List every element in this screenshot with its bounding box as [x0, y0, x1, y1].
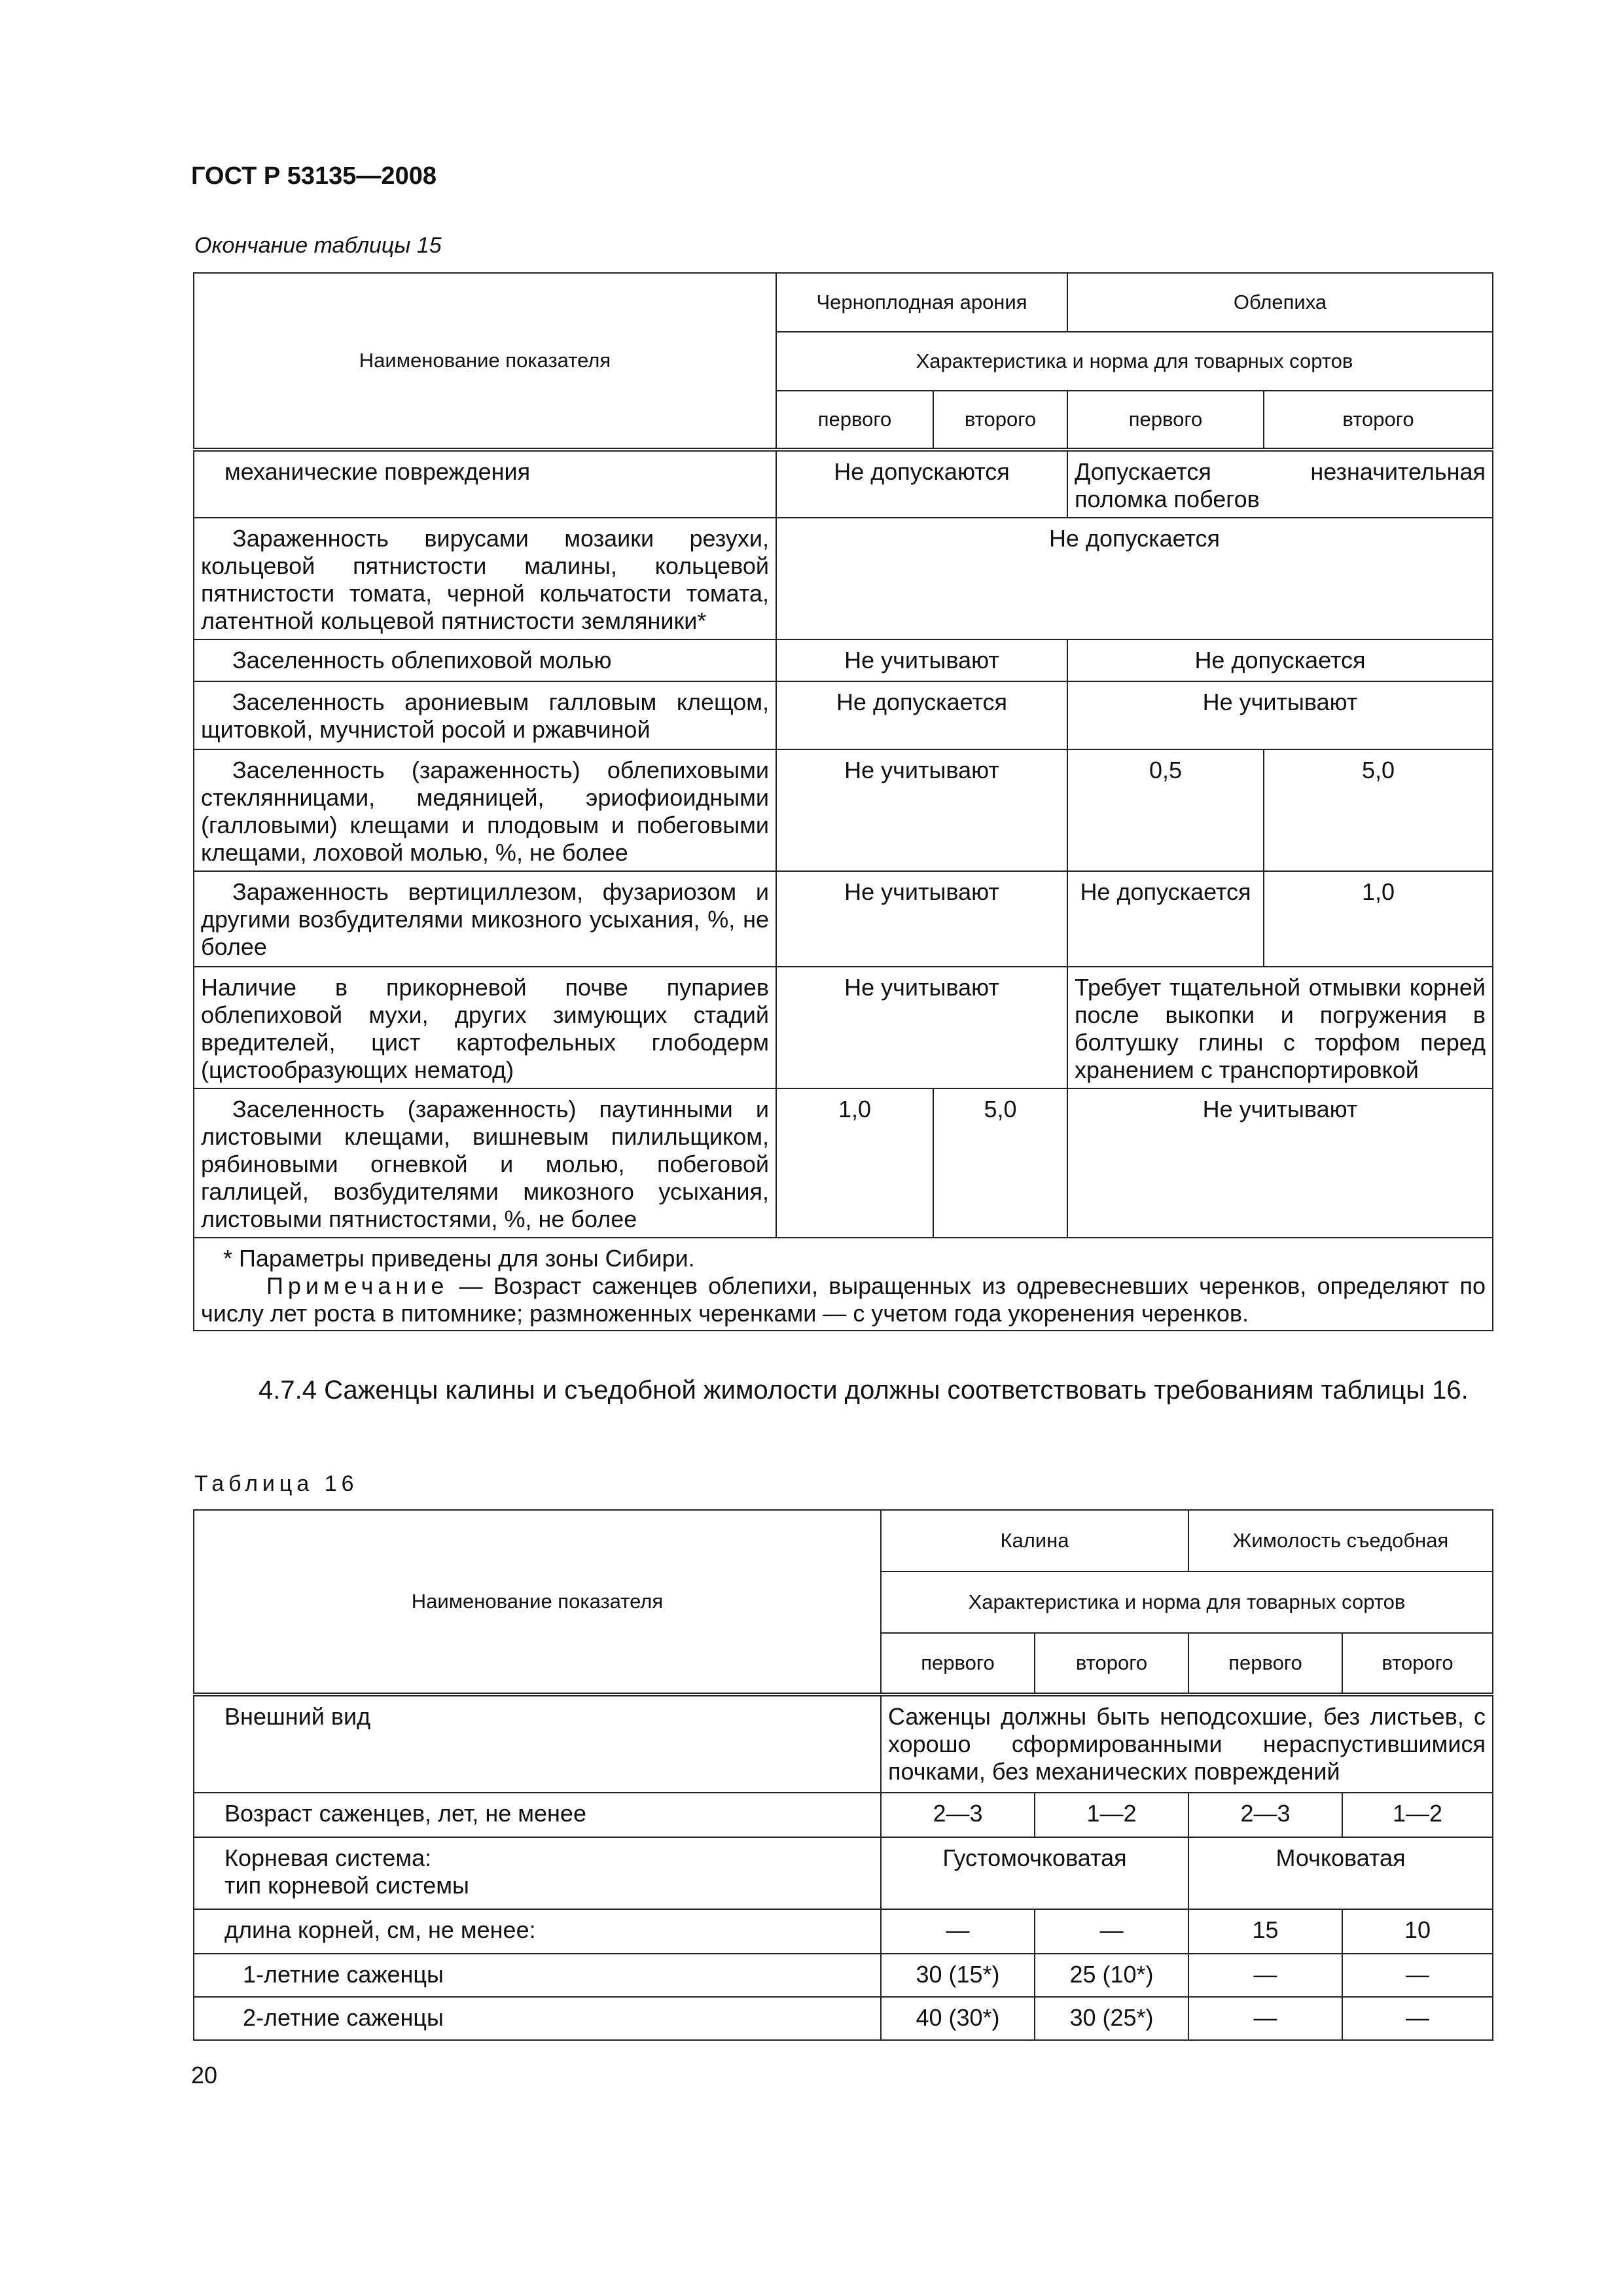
table16-header-grade: первого — [881, 1633, 1035, 1695]
section-paragraph: 4.7.4 Саженцы калины и съедобной жимолости должны соответствовать требованиям таблицы 16. — [259, 1376, 1469, 1405]
table-row — [194, 1837, 1493, 1909]
table15-footnote: * Параметры приведены для зоны Сибири. — [223, 1245, 695, 1272]
table15-header-grade: первого — [1067, 391, 1264, 450]
table16-header-norm: Характеристика и норма для товарных сортов — [881, 1571, 1493, 1633]
indicator-name: Наличие в прикорневой почве пупариев облепиховой мухи, других зимующих стадий вредителей, цист картофельных глободерм (цистообразующих нематод) — [194, 967, 776, 1088]
table16-header-grade: второго — [1342, 1633, 1493, 1695]
table15-header-norm: Характеристика и норма для товарных сортов — [776, 332, 1493, 391]
one-year-value: — — [1342, 1954, 1493, 1997]
table16-header-indicator: Наименование показателя — [194, 1510, 881, 1695]
one-year-value: — — [1188, 1954, 1342, 1997]
table-row — [194, 518, 1493, 639]
table-row — [194, 1695, 1493, 1793]
aronia-value: Не учитывают — [776, 639, 1067, 681]
length-value: 10 — [1342, 1909, 1493, 1954]
table-row — [194, 749, 1493, 871]
sea-buckthorn-second-value: 5,0 — [1264, 749, 1493, 871]
sea-buckthorn-value: Не допускается — [1067, 639, 1493, 681]
length-value: 15 — [1188, 1909, 1342, 1954]
table-row — [194, 681, 1493, 749]
aronia-value: Не допускается — [776, 681, 1067, 749]
table15-header-grade: второго — [933, 391, 1067, 450]
table15-header-grade: первого — [776, 391, 933, 450]
table16-header-honeysuckle: Жимолость съедобная — [1188, 1510, 1493, 1571]
table-row — [194, 1088, 1493, 1238]
aronia-value: Не допускаются — [776, 450, 1067, 518]
one-year-value: 25 (10*) — [1035, 1954, 1188, 1997]
document-code: ГОСТ Р 53135—2008 — [191, 162, 437, 190]
table15-header-grade: второго — [1264, 391, 1493, 450]
aronia-value: Не учитывают — [776, 749, 1067, 871]
sea-buckthorn-value: Не учитывают — [1067, 681, 1493, 749]
indicator-name: Заселенность арониевым галловым клещом, щитовкой, мучнистой росой и ржавчиной — [194, 681, 776, 749]
sea-buckthorn-first-value: 0,5 — [1067, 749, 1264, 871]
indicator-name: Заселенность (зараженность) паутинными и листовыми клещами, вишневым пилильщиком, рябиновыми огневкой и молью, побеговой галлицей, возбудителями микозного усыхания, листовыми пятнистостями, %, не более — [194, 1088, 776, 1238]
table-row — [194, 967, 1493, 1088]
indicator-name — [194, 1837, 881, 1909]
page-number: 20 — [191, 2062, 218, 2089]
table-row — [194, 639, 1493, 681]
indicator-name: Возраст саженцев, лет, не менее — [194, 1793, 881, 1837]
viburnum-root-type: Густомочковатая — [881, 1837, 1188, 1909]
one-year-value: 30 (15*) — [881, 1954, 1035, 1997]
table-row — [194, 1997, 1493, 2040]
aronia-second-value: 5,0 — [933, 1088, 1067, 1238]
indicator-name: механические повреждения — [194, 450, 776, 518]
sea-buckthorn-value: Допускается незначительная поломка побегов — [1067, 450, 1493, 518]
table16-header-viburnum: Калина — [881, 1510, 1188, 1571]
table16-header-grade: первого — [1188, 1633, 1342, 1695]
table15-notes — [194, 1238, 1493, 1331]
age-value: 2—3 — [881, 1793, 1035, 1837]
two-year-value: 30 (25*) — [1035, 1997, 1188, 2040]
two-year-value: 40 (30*) — [881, 1997, 1035, 2040]
table15-header-aronia: Черноплодная арония — [776, 273, 1067, 332]
honeysuckle-root-type: Мочковатая — [1188, 1837, 1493, 1909]
table-row — [194, 450, 1493, 518]
sea-buckthorn-value: Не учитывают — [1067, 1088, 1493, 1238]
table16-header-grade: второго — [1035, 1633, 1188, 1695]
table-row — [194, 1238, 1493, 1331]
indicator-name: 1-летние саженцы — [194, 1954, 881, 1997]
age-value: 2—3 — [1188, 1793, 1342, 1837]
aronia-value: Не учитывают — [776, 871, 1067, 967]
indicator-name: длина корней, см, не менее: — [194, 1909, 881, 1954]
table15-note — [201, 1272, 1486, 1327]
all-value: Не допускается — [776, 518, 1493, 639]
table15-caption: Окончание таблицы 15 — [194, 233, 442, 258]
indicator-name: Зараженность вертициллезом, фузариозом и другими возбудителями микозного усыхания, %, не более — [194, 871, 776, 967]
table-row — [194, 1954, 1493, 1997]
table16 — [193, 1509, 1493, 2041]
length-value: — — [881, 1909, 1035, 1954]
indicator-name: Заселенность (зараженность) облепиховыми стеклянницами, медяницей, эриофиоидными (галловыми) клещами и плодовым и побеговыми клещами, лоховой молью, %, не более — [194, 749, 776, 871]
table-row — [194, 1793, 1493, 1837]
sea-buckthorn-first-value: Не допускается — [1067, 871, 1264, 967]
two-year-value: — — [1342, 1997, 1493, 2040]
table15-header-indicator: Наименование показателя — [194, 273, 776, 450]
age-value: 1—2 — [1035, 1793, 1188, 1837]
table15 — [193, 272, 1493, 1331]
indicator-name: Зараженность вирусами мозаики резухи, кольцевой пятнистости малины, кольцевой пятнистости томата, черной кольчатости томата, латентной кольцевой пятнистости земляники* — [194, 518, 776, 639]
sea-buckthorn-second-value: 1,0 — [1264, 871, 1493, 967]
table16-caption: Таблица 16 — [194, 1471, 359, 1496]
table15-header-sea-buckthorn: Облепиха — [1067, 273, 1493, 332]
indicator-name: 2-летние саженцы — [194, 1997, 881, 2040]
sea-buckthorn-value: Требует тщательной отмывки корней после выкопки и погружения в болтушку глины с торфом перед хранением с транспортировкой — [1067, 967, 1493, 1088]
indicator-name: Внешний вид — [194, 1695, 881, 1793]
table-row — [194, 1909, 1493, 1954]
note-label: Примечание — [266, 1272, 449, 1299]
root-type-label: тип корневой системы — [224, 1872, 469, 1899]
table-row — [194, 871, 1493, 967]
aronia-value: Не учитывают — [776, 967, 1067, 1088]
length-value: — — [1035, 1909, 1188, 1954]
note-text: — Возраст саженцев облепихи, выращенных из одревесневших черенков, определяют по числу лет роста в питомнике; размноженных черенками — с учетом года укоренения черенков. — [201, 1272, 1486, 1327]
root-system-label: Корневая система: — [224, 1844, 432, 1871]
aronia-first-value: 1,0 — [776, 1088, 933, 1238]
appearance-value: Саженцы должны быть неподсохшие, без листьев, с хорошо сформированными нераспустившимися почками, без механических повреждений — [881, 1695, 1493, 1793]
two-year-value: — — [1188, 1997, 1342, 2040]
indicator-name: Заселенность облепиховой молью — [194, 639, 776, 681]
age-value: 1—2 — [1342, 1793, 1493, 1837]
